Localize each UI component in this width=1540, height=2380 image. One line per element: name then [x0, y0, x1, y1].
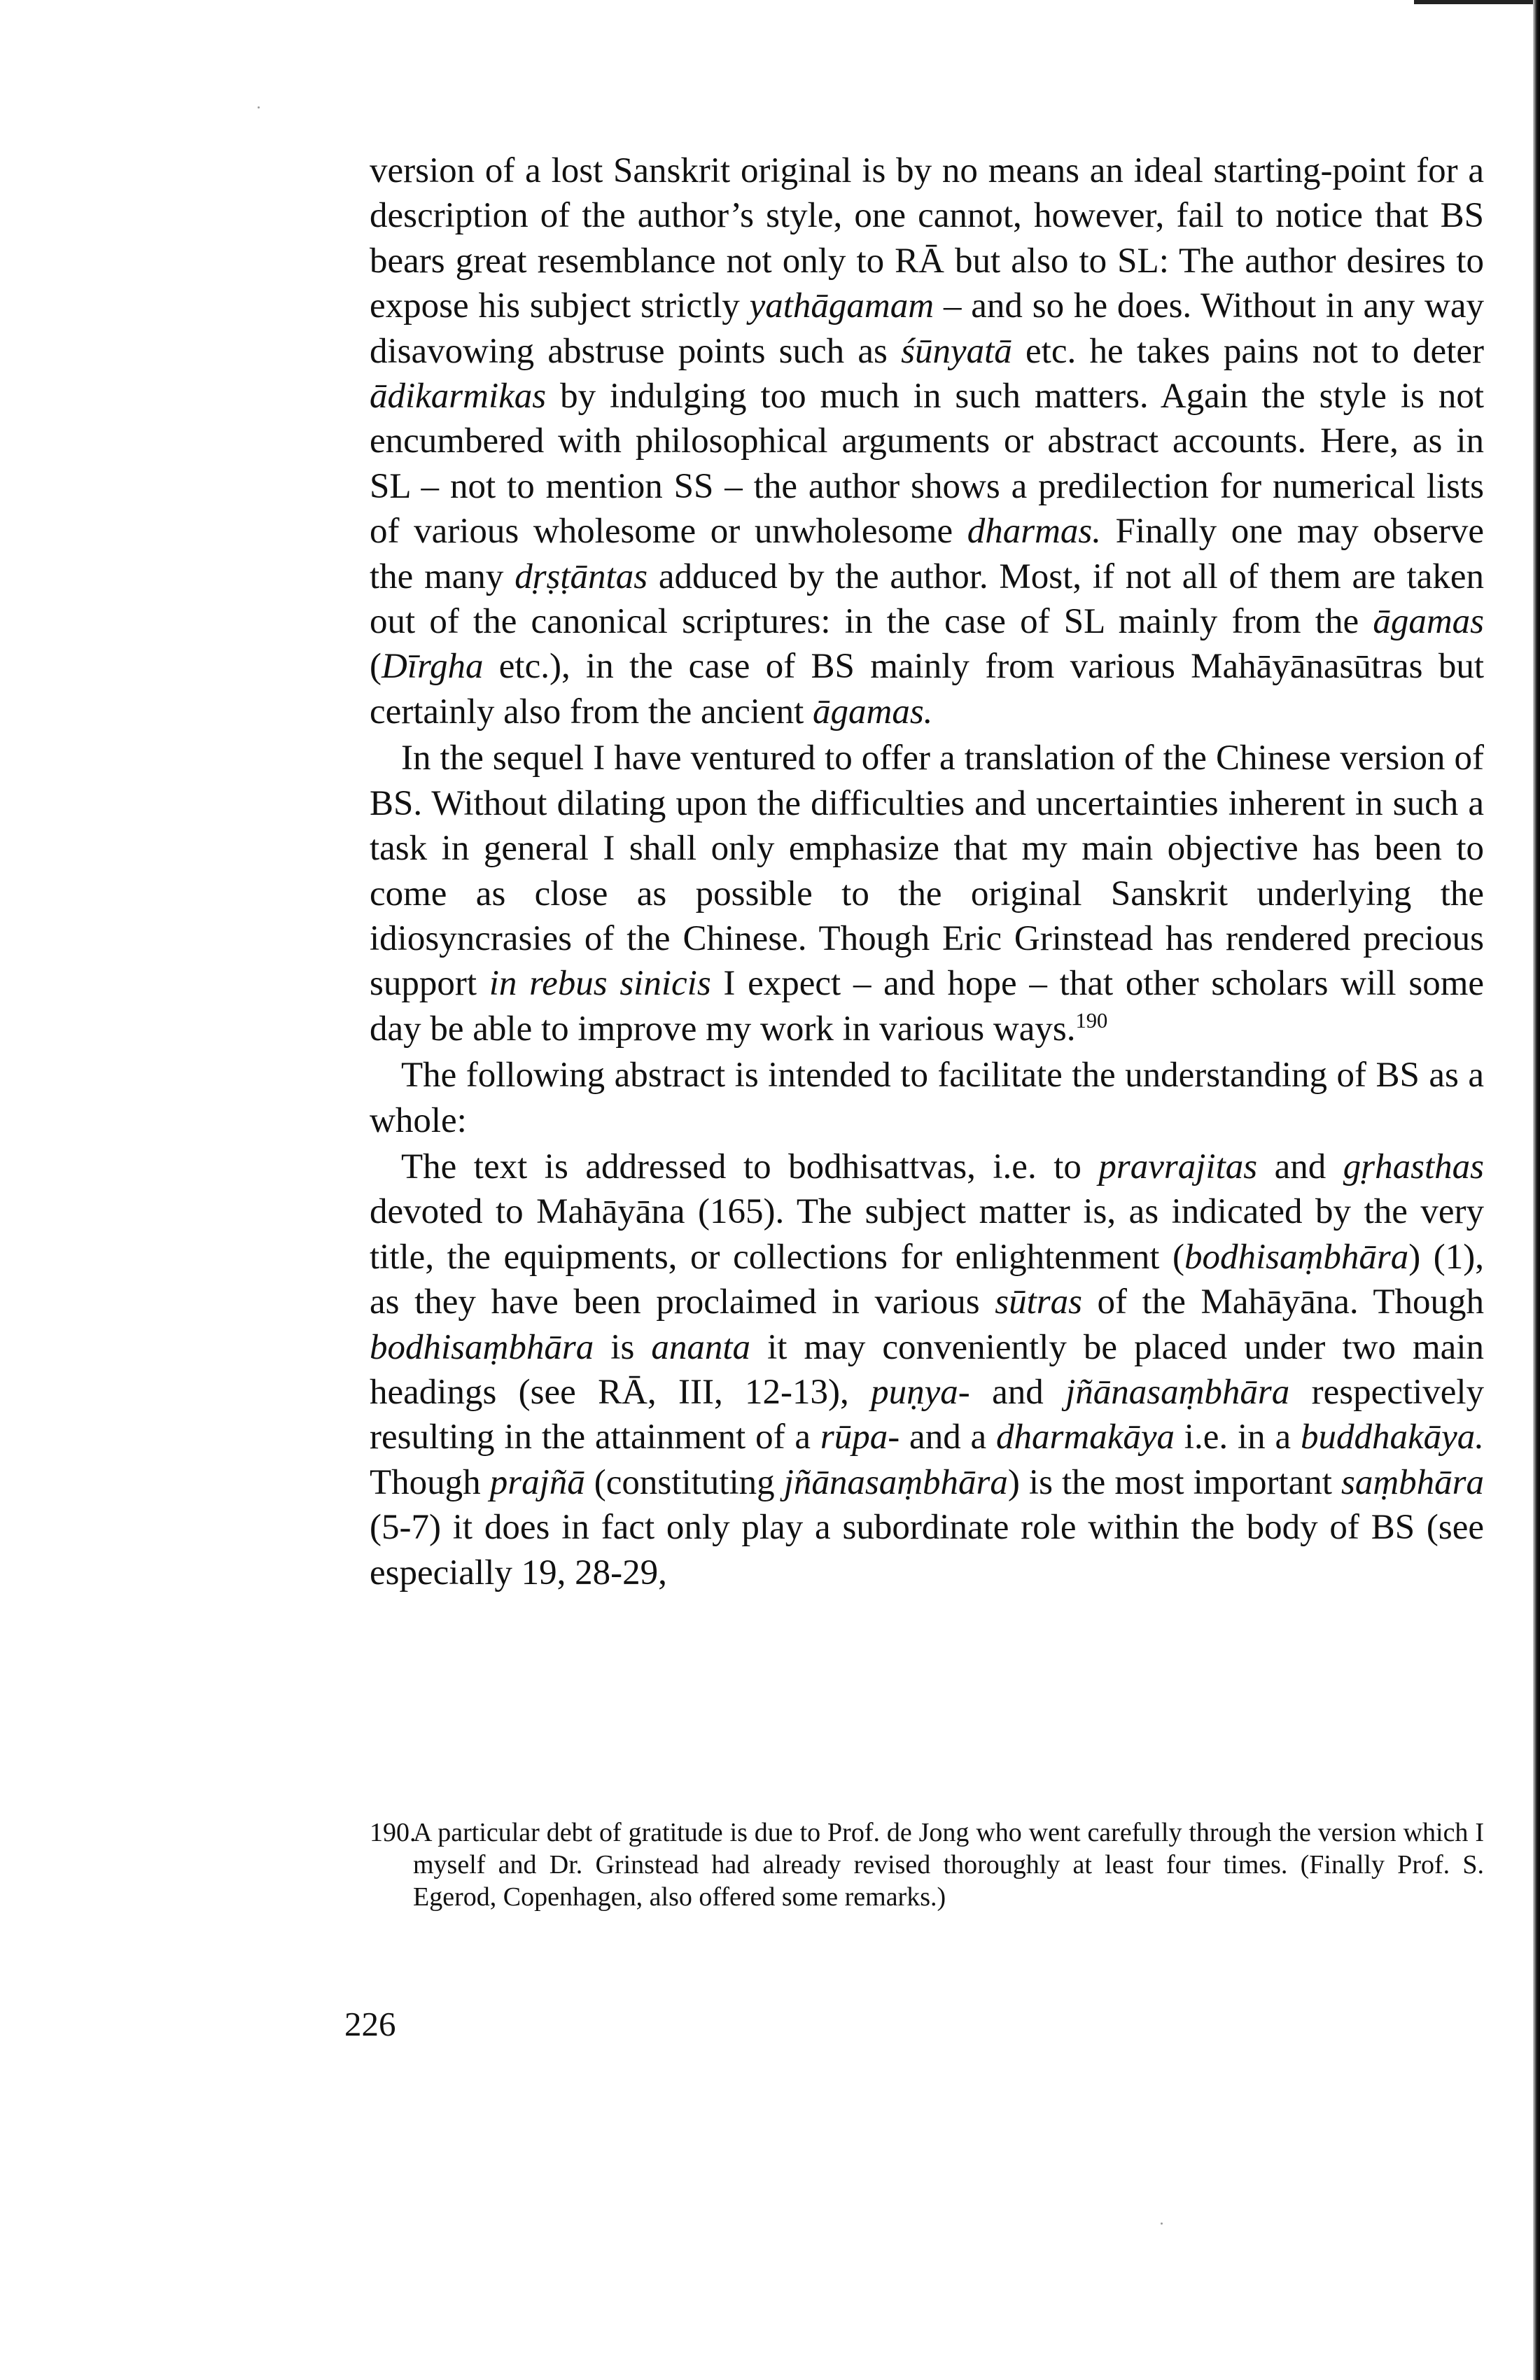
- italic-term: dharmas.: [967, 512, 1102, 552]
- italic-term: puṇya-: [871, 1372, 970, 1412]
- body-paragraph: [370, 148, 1484, 734]
- italic-term: dharmakāya: [996, 1418, 1175, 1457]
- italic-term: yathāgamam: [749, 286, 934, 326]
- text-run: and: [1257, 1147, 1343, 1186]
- text-run: ) is the most important: [1007, 1462, 1341, 1502]
- italic-term: saṃbhāra: [1340, 1462, 1484, 1502]
- text-run: (constituting: [584, 1462, 784, 1502]
- text-run: and a: [899, 1418, 997, 1457]
- italic-term: Dīrgha: [381, 647, 484, 687]
- text-run: devoted to Mahāyāna (165). The subject matter is, as indicated by the very title, the equipments, or collections for enlightenment (: [370, 1192, 1484, 1277]
- text-run: i.e. in a: [1174, 1418, 1301, 1457]
- text-run: Finally one may observe the many: [370, 512, 1484, 596]
- text-run: it may conveniently be placed under two main headings (see RĀ, III, 12-13),: [370, 1327, 1484, 1412]
- italic-term: in rebus sinicis: [489, 964, 711, 1004]
- italic-term: ādikarmikas: [370, 377, 547, 416]
- text-run: of the Mahāyāna. Though: [1082, 1282, 1484, 1322]
- italic-term: ananta: [651, 1327, 751, 1367]
- footnote-reference: 190: [1075, 1008, 1108, 1032]
- scan-speck: [258, 106, 260, 108]
- body-paragraph: [370, 1144, 1484, 1595]
- footnote-text: A particular debt of gratitude is due to Prof. de Jong who went carefully through the version which I myself and Dr. Grinstead had already revised thoroughly at least four times. (Finally Prof. S. Egerod, Copenhagen, also offered some remarks.): [413, 1818, 1484, 1912]
- text-run: and: [969, 1372, 1066, 1412]
- italic-term: sūtras: [995, 1282, 1082, 1322]
- text-run: etc.), in the case of BS mainly from various Mahāyānasūtras but certainly also from the ancient: [370, 647, 1484, 732]
- italic-term: āgamas.: [813, 692, 933, 732]
- text-run: The following abstract is intended to facilitate the understanding of BS as a whole:: [370, 1056, 1484, 1140]
- italic-term: jñānasaṃbhāra: [1065, 1372, 1290, 1412]
- body-paragraph: [370, 1053, 1484, 1143]
- italic-term: jñānasaṃbhāra: [783, 1462, 1008, 1502]
- text-run: respectively resulting in the attainment of a: [370, 1372, 1485, 1457]
- text-run: version of a lost Sanskrit original is by no means an ideal starting-point for a description of the author’s style, one cannot, however, fail to notice that BS bears great resemblance not only to RĀ but also to SL: The author desires to expose his subject strictly: [370, 151, 1484, 326]
- text-run: is: [594, 1327, 652, 1367]
- footnote-190: [370, 1816, 1484, 1913]
- text-run: (5-7) it does in fact only play a subordinate role within the body of BS (see especially 19, 28-29,: [370, 1508, 1484, 1592]
- text-run: I expect – and hope – that other scholars will some day be able to improve my work in various ways.: [370, 964, 1484, 1049]
- text-run: The text is addressed to bodhisattvas, i.e. to: [401, 1147, 1099, 1186]
- text-run: etc. he takes pains not to deter: [1011, 331, 1484, 371]
- text-run: In the sequel I have ventured to offer a translation of the Chinese version of BS. Without dilating upon the difficulties and uncertainties inherent in such a task in general I shall only emphasize that my main objective has been to come as close as possible to the original Sanskrit underlying the idiosyncrasies of the Chinese. Though Eric Grinstead has rendered precious support: [370, 738, 1484, 1004]
- italic-term: bodhisaṃbhāra: [1184, 1237, 1409, 1277]
- italic-term: buddhakāya.: [1300, 1418, 1484, 1457]
- scan-page-edge: [1533, 0, 1540, 2380]
- text-run: Though: [370, 1462, 490, 1502]
- text-run: – and so he does. Without in any way disavowing abstruse points such as: [370, 286, 1484, 371]
- scan-speck: [1161, 2222, 1163, 2225]
- text-run: ) (1), as they have been proclaimed in various: [370, 1237, 1484, 1322]
- scan-top-mark: [1414, 0, 1533, 4]
- text-run: by indulging too much in such matters. Again the style is not encumbered with philosophical arguments or abstract accounts. Here, as in SL – not to mention SS – the author shows a predilection for numerical lists of various wholesome or unwholesome: [370, 377, 1484, 552]
- body-text: [370, 148, 1484, 1595]
- italic-term: prajñā: [489, 1462, 585, 1502]
- footnote-number: 190.: [370, 1818, 416, 1847]
- italic-term: gṛhasthas: [1343, 1147, 1484, 1186]
- page-number: 226: [344, 2005, 396, 2043]
- italic-term: āgamas: [1373, 602, 1484, 642]
- text-run: (: [370, 647, 382, 687]
- italic-term: pravrajitas: [1098, 1147, 1258, 1186]
- italic-term: dṛṣṭāntas: [514, 556, 648, 596]
- text-run: adduced by the author. Most, if not all of them are taken out of the canonical scriptures: in the case of SL mainly from the: [370, 556, 1484, 642]
- italic-term: rūpa-: [820, 1418, 900, 1457]
- italic-term: bodhisaṃbhāra: [370, 1327, 594, 1367]
- body-paragraph: [370, 736, 1484, 1051]
- italic-term: śūnyatā: [901, 331, 1012, 371]
